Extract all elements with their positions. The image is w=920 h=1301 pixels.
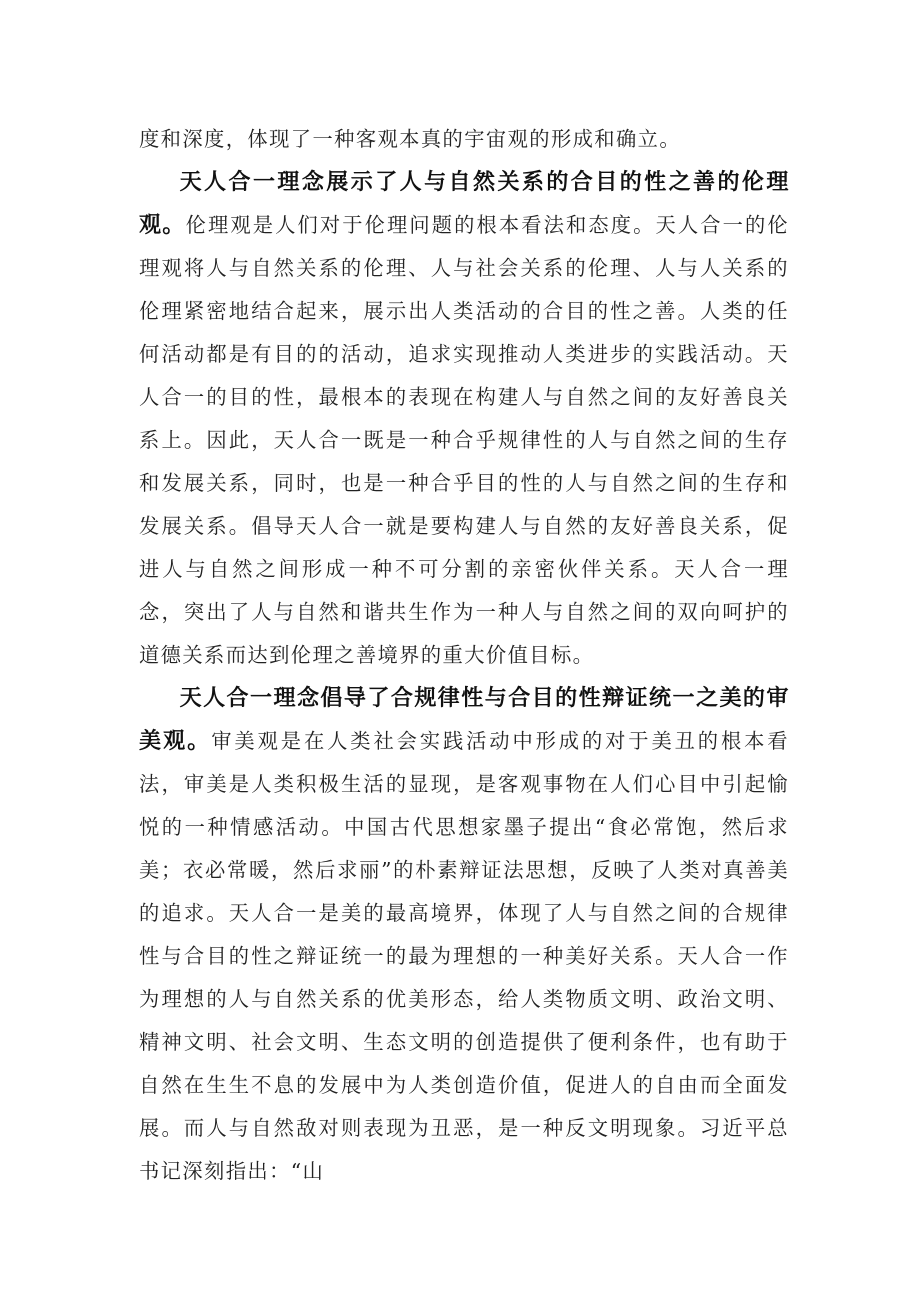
document-body (139, 118, 789, 1193)
paragraph-ethics (139, 161, 789, 677)
paragraph-body: 伦理观是人们对于伦理问题的根本看法和态度。天人合一的伦理观将人与自然关系的伦理、人与社会关系的伦理、人与人关系的伦理紧密地结合起来，展示出人类活动的合目的性之善。人类的任何活动都是有目的的活动，追求实现推动人类进步的实践活动。天人合一的目的性，最根本的表现在构建人与自然之间的友好善良关系上。因此，天人合一既是一种合乎规律性的人与自然之间的生存和发展关系，同时，也是一种合乎目的性的人与自然之间的生存和发展关系。倡导天人合一就是要构建人与自然的友好善良关系，促进人与自然之间形成一种不可分割的亲密伙伴关系。天人合一理念，突出了人与自然和谐共生作为一种人与自然之间的双向呵护的道德关系而达到伦理之善境界的重大价值目标。 (139, 213, 789, 667)
continuation-text: 度和深度，体现了一种客观本真的宇宙观的形成和确立。 (139, 127, 682, 151)
continuation-paragraph (139, 118, 789, 161)
paragraph-body: 审美观是在人类社会实践活动中形成的对于美丑的根本看法，审美是人类积极生活的显现，是客观事物在人们心目中引起愉悦的一种情感活动。中国古代思想家墨子提出“食必常饱，然后求美；衣必常暖，然后求丽”的朴素辩证法思想，反映了人类对真善美的追求。天人合一是美的最高境界，体现了人与自然之间的合规律性与合目的性之辩证统一的最为理想的一种美好关系。天人合一作为理想的人与自然关系的优美形态，给人类物质文明、政治文明、精神文明、社会文明、生态文明的创造提供了便利条件，也有助于自然在生生不息的发展中为人类创造价值，促进人的自由而全面发展。而人与自然敌对则表现为丑恶，是一种反文明现象。习近平总书记深刻指出：“山 (139, 729, 789, 1183)
paragraph-aesthetics (139, 677, 789, 1193)
paragraph-heading: 天人合一理念展示了人与自然关系的合目的性之善的伦理观。 (139, 170, 789, 238)
paragraph-heading: 天人合一理念倡导了合规律性与合目的性辩证统一之美的审美观。 (139, 686, 789, 754)
